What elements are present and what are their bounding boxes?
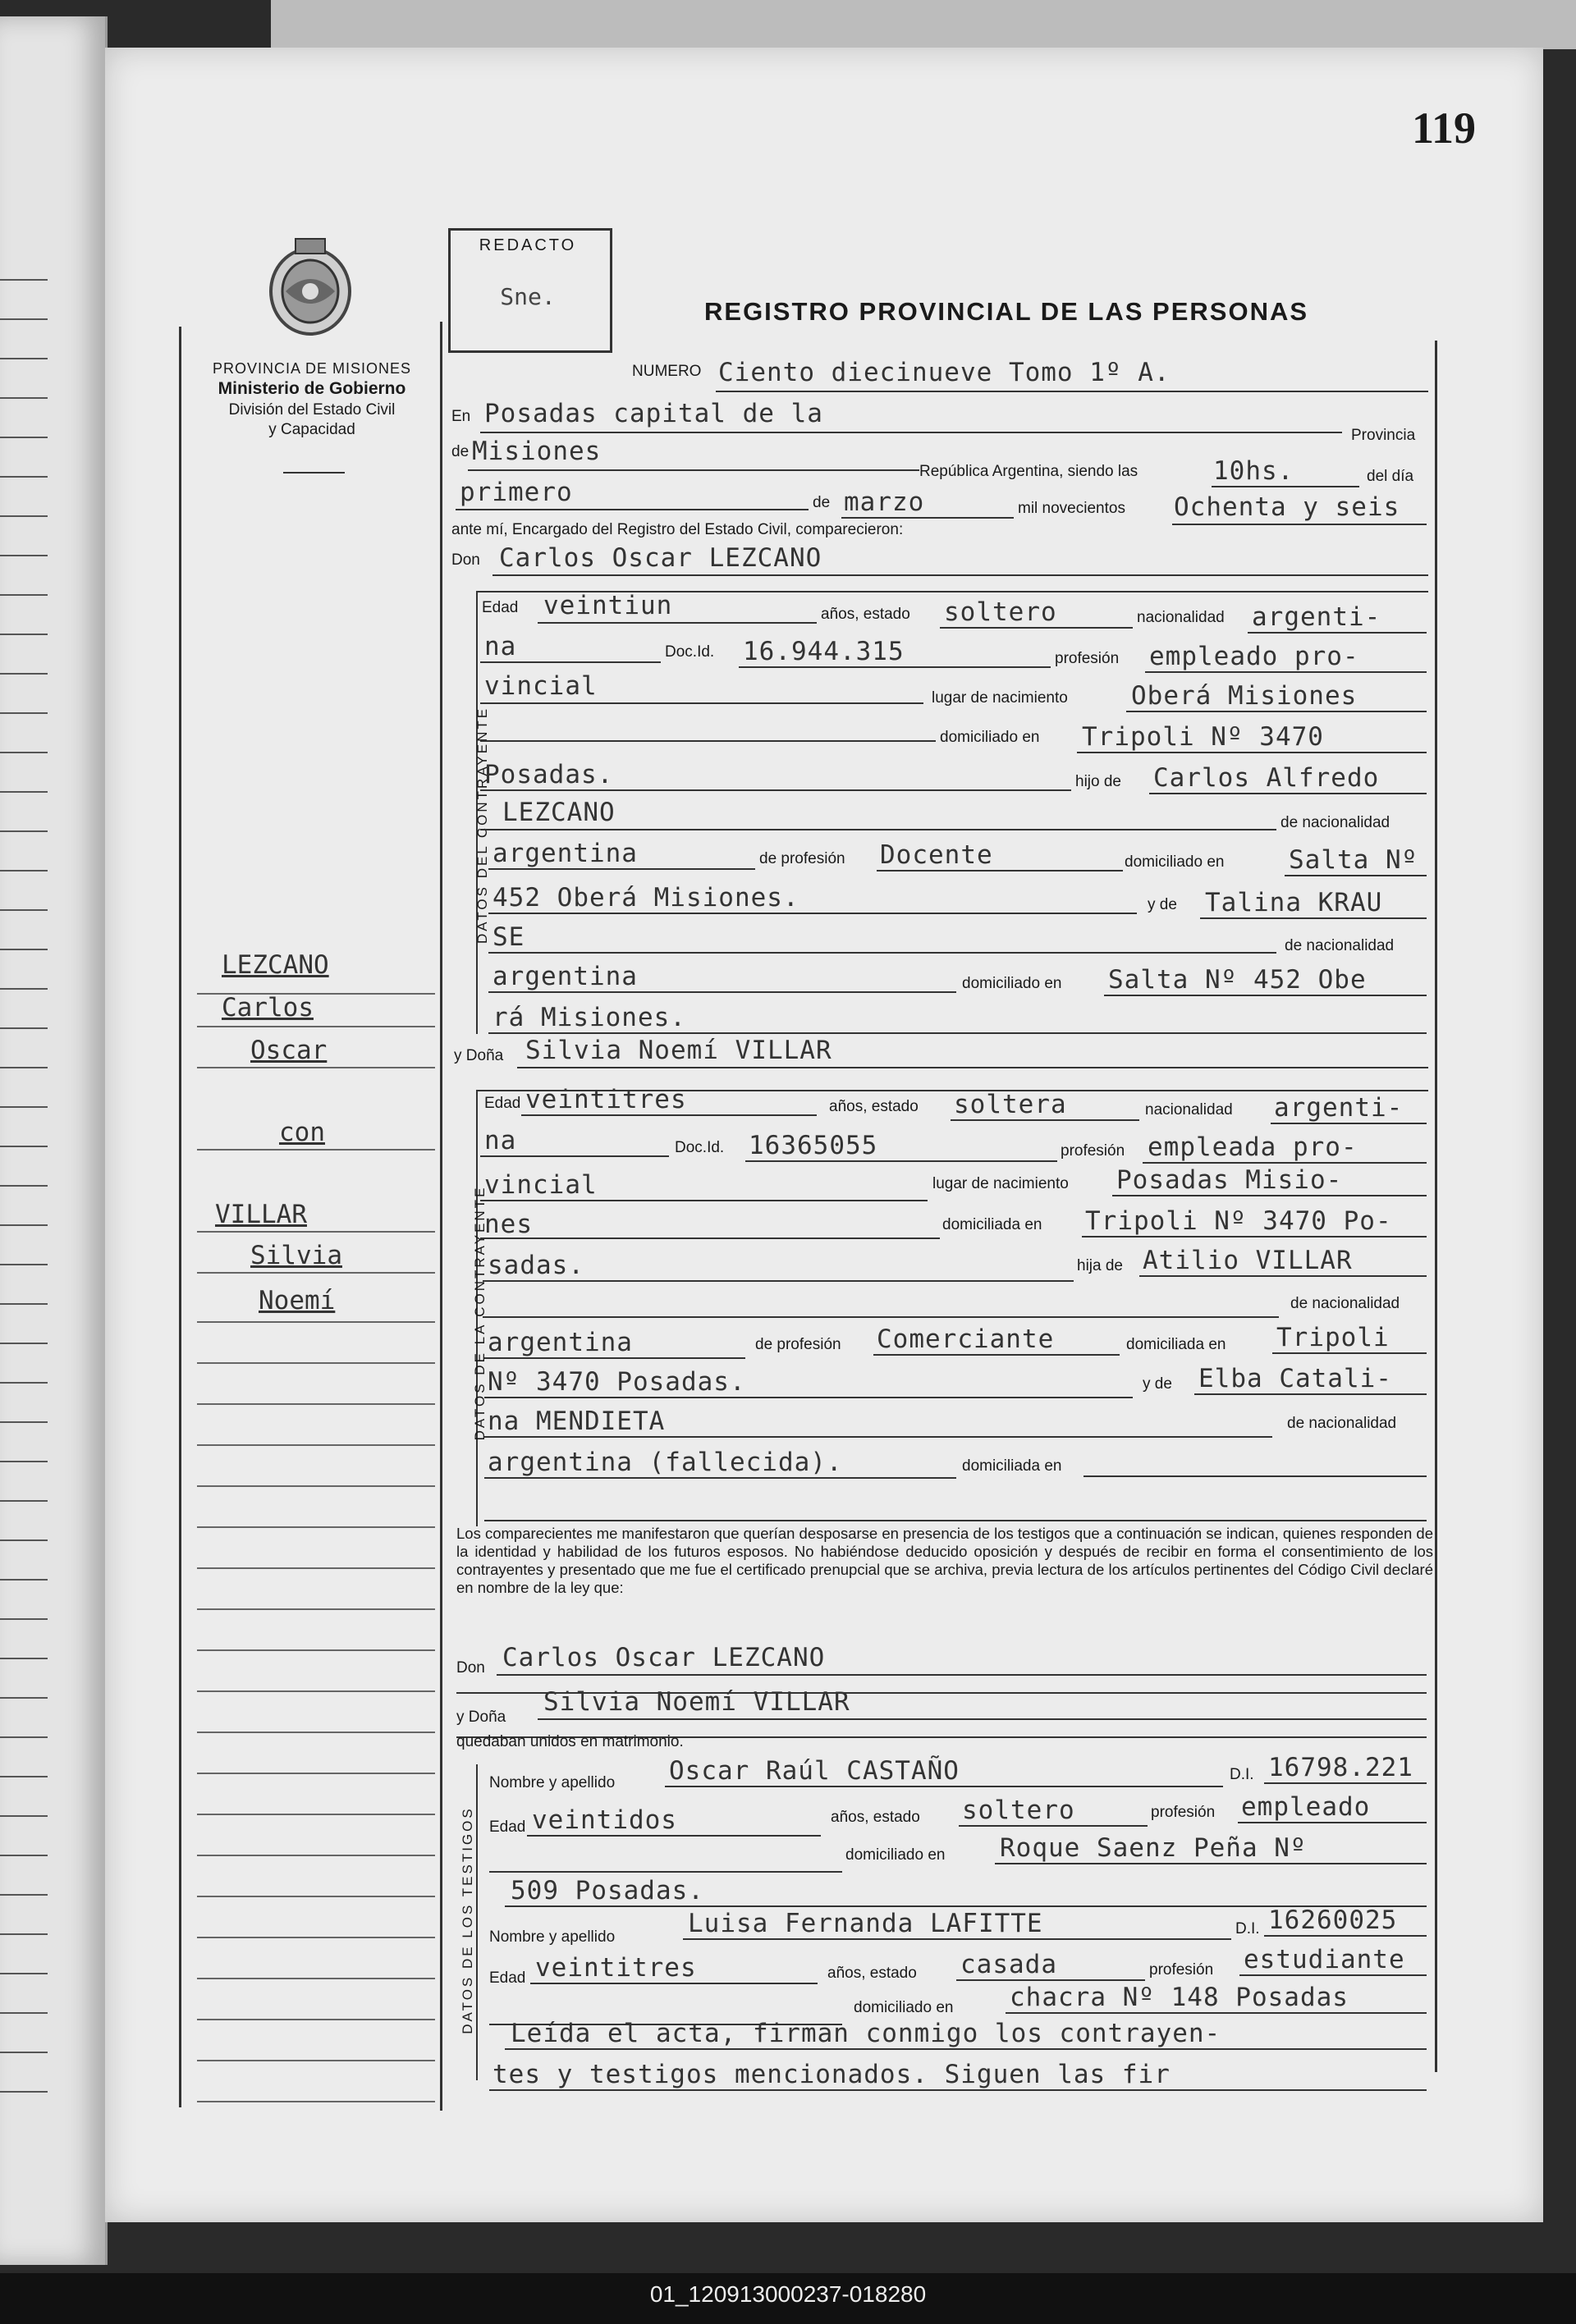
- margin-border-left: [179, 327, 181, 2107]
- madre-dom-cont: rá Misiones.: [492, 1003, 686, 1032]
- padre-value: Carlos Alfredo: [1153, 763, 1380, 793]
- lugar-nac-value: Oberá Misiones: [1131, 681, 1358, 711]
- padre-nac-value: argentina: [492, 839, 638, 868]
- padre-dom-cont: Nº 3470 Posadas.: [488, 1367, 746, 1397]
- field-rule: [1082, 1236, 1427, 1237]
- field-rule: [1149, 793, 1427, 794]
- t1-estado-value: soltero: [962, 1796, 1075, 1825]
- field-rule: [745, 1160, 1057, 1162]
- field-rule: [484, 1436, 1272, 1438]
- left-page-rule: [0, 2052, 48, 2053]
- margin-rule: [197, 1567, 435, 1569]
- form-title: REGISTRO PROVINCIAL DE LAS PERSONAS: [704, 297, 1309, 326]
- field-rule: [488, 991, 956, 993]
- republica-label: República Argentina, siendo las: [919, 463, 1138, 480]
- lugar-nac-label: lugar de nacimiento: [932, 1175, 1069, 1192]
- estado-value: soltero: [944, 597, 1057, 627]
- left-page-rule: [0, 1343, 48, 1344]
- lugar-nac-label: lugar de nacimiento: [932, 689, 1068, 707]
- decl-dona-value: Silvia Noemí VILLAR: [543, 1687, 850, 1717]
- quedaban-text: quedaban unidos en matrimonio.: [456, 1733, 684, 1750]
- testigos-section-label: DATOS DE LOS TESTIGOS: [460, 1806, 475, 2034]
- don-value: Carlos Oscar LEZCANO: [499, 543, 822, 573]
- t1-estado-label: años, estado: [831, 1809, 920, 1826]
- left-page-rule: [0, 988, 48, 990]
- field-rule: [1194, 1393, 1427, 1395]
- t2-nombre-value: Luisa Fernanda LAFITTE: [688, 1909, 1043, 1938]
- padre-prof-value: Docente: [880, 840, 993, 870]
- left-page-rule: [0, 397, 48, 399]
- left-page-rule: [0, 1855, 48, 1856]
- dona-value: Silvia Noemí VILLAR: [525, 1036, 832, 1065]
- t2-dom-label: domiciliado en: [854, 1999, 954, 2016]
- numero-label: NUMERO: [632, 363, 702, 380]
- field-rule: [484, 1397, 1133, 1398]
- field-rule: [1271, 1123, 1427, 1124]
- madre-value: Talina KRAU: [1205, 888, 1383, 917]
- domicilio-cont: Posadas.: [484, 760, 614, 789]
- field-rule: [1006, 2012, 1427, 2014]
- margin-rule: [197, 2060, 435, 2061]
- left-page-rule: [0, 1146, 48, 1147]
- field-rule: [1238, 1822, 1427, 1823]
- field-rule: [480, 1155, 669, 1157]
- left-page-rule: [0, 515, 48, 517]
- madre-value: Elba Catali-: [1198, 1364, 1392, 1393]
- left-page-rule: [0, 2012, 48, 2014]
- margin-note-name4: Noemí: [259, 1286, 336, 1315]
- left-page-rule: [0, 555, 48, 556]
- left-page-rule: [0, 830, 48, 832]
- field-rule: [484, 1477, 956, 1479]
- left-page-rule: [0, 870, 48, 872]
- t2-doc-label: D.I.: [1235, 1920, 1260, 1937]
- padre-nac-value: argentina: [488, 1328, 633, 1357]
- field-rule: [505, 2048, 1427, 2050]
- field-rule: [521, 1114, 817, 1116]
- t1-dom-cont: 509 Posadas.: [511, 1876, 704, 1905]
- left-page-rule: [0, 594, 48, 596]
- dia-value: primero: [460, 478, 573, 507]
- madre-dom-value: Salta Nº 452 Obe: [1108, 965, 1367, 995]
- field-rule: [739, 666, 1051, 668]
- profesion-value: empleada pro-: [1148, 1132, 1358, 1162]
- margin-rule: [197, 1403, 435, 1405]
- margin-note-name: Carlos: [222, 993, 314, 1022]
- field-rule: [1248, 632, 1427, 634]
- closing-line-1: Leída el acta, firman conmigo los contrayen-: [511, 2019, 1221, 2048]
- left-page-rule: [0, 1658, 48, 1659]
- t2-edad-value: veintitres: [535, 1953, 697, 1983]
- hijo-de-label: hijo de: [1075, 773, 1121, 790]
- field-rule: [489, 1871, 842, 1873]
- field-rule: [480, 432, 1342, 433]
- nacionalidad-cont: na: [484, 1126, 517, 1155]
- madre-dom-label: domiciliada en: [962, 1457, 1062, 1475]
- left-page-rule: [0, 1815, 48, 1817]
- padre-dom-value: Salta Nº: [1289, 845, 1418, 875]
- t1-dom-label: domiciliado en: [845, 1846, 946, 1864]
- padre-dom-value: Tripoli: [1276, 1323, 1390, 1352]
- field-rule: [1264, 1782, 1427, 1784]
- closing-line-2: tes y testigos mencionados. Siguen las fir: [492, 2060, 1171, 2089]
- field-rule: [480, 740, 936, 742]
- mil-label: mil novecientos: [1018, 500, 1125, 517]
- contrayente-section-label: DATOS DEL CONTRAYENTE: [474, 706, 490, 944]
- left-page-rule: [0, 1894, 48, 1896]
- ante-mi-text: ante mí, Encargado del Registro del Estado Civil, comparecieron:: [451, 521, 904, 538]
- don-label: Don: [451, 551, 480, 569]
- padre-dom-label: domiciliado en: [1125, 853, 1225, 871]
- redacto-label: REDACTO: [479, 236, 577, 254]
- page-number: 119: [1412, 103, 1477, 153]
- left-page-rule: [0, 1579, 48, 1581]
- field-rule: [1285, 875, 1427, 876]
- domiciliada-label: domiciliada en: [942, 1216, 1042, 1233]
- t1-edad-value: veintidos: [532, 1805, 677, 1835]
- left-page-rule: [0, 1618, 48, 1620]
- mes-value: marzo: [844, 487, 925, 517]
- dona-label: y Doña: [454, 1047, 504, 1064]
- nacionalidad-value: argenti-: [1252, 602, 1381, 632]
- t1-prof-value: empleado: [1241, 1792, 1371, 1822]
- lugar-nac-value: Posadas Misio-: [1116, 1165, 1343, 1195]
- field-rule: [538, 1718, 1427, 1720]
- field-rule: [716, 391, 1428, 392]
- redacto-value: Sne.: [500, 283, 556, 310]
- field-rule: [483, 1280, 1074, 1282]
- left-page-rule: [0, 949, 48, 950]
- left-page-rule: [0, 1382, 48, 1384]
- field-rule: [483, 1316, 1279, 1318]
- numero-value: Ciento diecinueve Tomo 1º A.: [718, 358, 1171, 387]
- field-rule: [489, 2089, 1427, 2091]
- left-page-rule: [0, 1303, 48, 1305]
- lugar-nac-cont: nes: [484, 1210, 533, 1239]
- field-rule: [877, 870, 1123, 872]
- margin-rule: [197, 1649, 435, 1651]
- field-rule: [1112, 1195, 1427, 1196]
- field-rule: [497, 1674, 1427, 1676]
- margin-note-name3: Silvia: [250, 1241, 342, 1270]
- left-page-rule: [0, 1736, 48, 1738]
- nacionalidad-cont: na: [484, 632, 517, 661]
- t2-nombre-label: Nombre y apellido: [489, 1928, 616, 1946]
- padre-value: Atilio VILLAR: [1143, 1246, 1353, 1275]
- margin-note-con: con: [279, 1118, 325, 1147]
- anios-estado-label: años, estado: [829, 1098, 919, 1115]
- field-rule: [1126, 711, 1427, 712]
- left-page-rule: [0, 318, 48, 320]
- t2-prof-label: profesión: [1149, 1961, 1214, 1979]
- left-page-rule: [0, 1224, 48, 1226]
- field-rule: [488, 868, 755, 870]
- en-value: Posadas capital de la: [484, 399, 823, 428]
- de-profesion-label: de profesión: [755, 1336, 841, 1353]
- margin-rule: [197, 1690, 435, 1692]
- doc-value: 16.944.315: [743, 637, 905, 666]
- decl-don-value: Carlos Oscar LEZCANO: [502, 1643, 826, 1672]
- field-rule: [480, 1200, 928, 1201]
- field-rule: [1172, 524, 1427, 525]
- margin-rule: [197, 1773, 435, 1774]
- left-page-rule: [0, 712, 48, 714]
- domicilio-cont: sadas.: [488, 1251, 584, 1280]
- margin-note-surname: LEZCANO: [222, 950, 329, 980]
- left-page-rule: [0, 791, 48, 793]
- t2-estado-label: años, estado: [827, 1965, 917, 1982]
- field-rule: [488, 913, 1137, 914]
- estado-value: soltera: [954, 1090, 1067, 1119]
- profesion-cont: vincial: [484, 671, 598, 701]
- field-rule: [841, 517, 1014, 519]
- field-rule: [480, 789, 1071, 791]
- field-rule: [1077, 752, 1427, 753]
- domicilio-value: Tripoli Nº 3470 Po-: [1085, 1206, 1392, 1236]
- field-rule: [873, 1354, 1120, 1356]
- anios-estado-label: años, estado: [821, 606, 910, 623]
- field-rule: [1145, 671, 1427, 673]
- margin-rule: [197, 1444, 435, 1446]
- header-capacidad: y Capacidad: [268, 421, 355, 438]
- header-division: División del Estado Civil: [228, 401, 396, 419]
- left-page-rule: [0, 476, 48, 478]
- left-page-rule: [0, 1185, 48, 1187]
- padre-dom-label: domiciliada en: [1126, 1336, 1226, 1353]
- edad-value: veintitres: [525, 1085, 687, 1114]
- padre-prof-value: Comerciante: [877, 1324, 1055, 1354]
- field-rule: [484, 1357, 745, 1359]
- t1-prof-label: profesión: [1151, 1804, 1216, 1821]
- footer-id: 01_120913000237-018280: [649, 2281, 927, 2307]
- doc-label: Doc.Id.: [675, 1139, 725, 1156]
- y-de-label: y de: [1148, 896, 1177, 913]
- t1-doc-value: 16798.221: [1268, 1753, 1413, 1782]
- left-page-edge: [0, 16, 108, 2265]
- field-rule: [538, 622, 817, 624]
- field-rule: [995, 1863, 1427, 1864]
- madre-nac-value: argentina: [492, 962, 638, 991]
- edad-label: Edad: [482, 599, 519, 616]
- field-rule: [468, 469, 919, 471]
- t2-edad-label: Edad: [489, 1969, 526, 1987]
- nacionalidad-label: nacionalidad: [1145, 1101, 1233, 1119]
- de-profesion-label: de profesión: [759, 850, 845, 867]
- edad-label: Edad: [484, 1095, 521, 1112]
- t2-dom-value: chacra Nº 148 Posadas: [1010, 1983, 1349, 2012]
- field-rule: [683, 1938, 1231, 1940]
- field-rule: [456, 509, 809, 510]
- left-page-rule: [0, 1500, 48, 1502]
- profesion-cont: vincial: [484, 1170, 598, 1200]
- left-page-rule: [0, 2091, 48, 2093]
- padre-dom-cont: 452 Oberá Misiones.: [492, 883, 799, 913]
- left-page-rule: [0, 634, 48, 635]
- field-rule: [480, 1237, 940, 1239]
- madre-cont: SE: [492, 922, 525, 952]
- field-rule: [480, 702, 923, 704]
- coat-of-arms-icon: [261, 234, 360, 341]
- left-page-rule: [0, 437, 48, 438]
- domiciliado-label: domiciliado en: [940, 729, 1040, 746]
- left-page-rule: [0, 1697, 48, 1699]
- t2-doc-value: 16260025: [1268, 1905, 1398, 1935]
- margin-rule: [197, 1362, 435, 1364]
- field-rule: [1200, 917, 1427, 919]
- margin-rule: [197, 1026, 435, 1027]
- t1-dom-value: Roque Saenz Peña Nº: [1000, 1833, 1307, 1863]
- field-rule: [517, 1067, 1428, 1068]
- madre-cont: na MENDIETA: [488, 1407, 666, 1436]
- del-dia-label: del día: [1367, 468, 1414, 485]
- margin-rule: [197, 2019, 435, 2020]
- field-rule: [940, 627, 1133, 629]
- field-rule: [530, 1983, 818, 1984]
- margin-rule: [197, 1896, 435, 1897]
- margin-rule: [197, 1067, 435, 1068]
- contrayenta-section-label: DATOS DE LA CONTRAYENTE: [472, 1185, 488, 1441]
- left-page-rule: [0, 1106, 48, 1108]
- book-top-edge: [271, 0, 1576, 49]
- field-rule: [480, 829, 1276, 830]
- field-rule: [484, 1520, 1427, 1521]
- hija-de-label: hija de: [1077, 1257, 1123, 1274]
- margin-rule: [197, 1231, 435, 1233]
- left-page-rule: [0, 752, 48, 753]
- margin-rule: [197, 1485, 435, 1487]
- madre-dom-label: domiciliado en: [962, 975, 1062, 992]
- y-de-label: y de: [1143, 1375, 1172, 1393]
- provincia-label: Provincia: [1351, 427, 1416, 444]
- decl-don-label: Don: [456, 1659, 485, 1677]
- legal-paragraph: Los comparecientes me manifestaron que querían desposarse en presencia de los testigos que a continuación se indican, quienes responden de la identidad y habilidad de los futuros esposos. No habiéndose deducido oposición y después de recibir en forma el consentimiento de los contrayentes y presentado que me fue el certificado prenupcial que se archiva, previa lectura de los artículos pertinentes del Código Civil declaré en nombre de la ley que:: [456, 1525, 1433, 1596]
- decl-dona-label: y Doña: [456, 1709, 506, 1726]
- madre-nac-label: de nacionalidad: [1285, 937, 1395, 954]
- field-rule: [956, 1979, 1145, 1981]
- profesion-label: profesión: [1061, 1142, 1125, 1160]
- de-mes-label: de: [813, 494, 831, 511]
- field-rule: [488, 1032, 1427, 1034]
- hora-value: 10hs.: [1213, 456, 1294, 486]
- margin-rule: [197, 1855, 435, 1856]
- margin-rule: [197, 1978, 435, 1979]
- left-page-rule: [0, 279, 48, 281]
- margin-rule: [197, 1732, 435, 1733]
- t1-nombre-label: Nombre y apellido: [489, 1774, 616, 1791]
- doc-label: Doc.Id.: [665, 643, 715, 661]
- margin-rule: [197, 1608, 435, 1610]
- left-page-rule: [0, 1776, 48, 1777]
- edad-value: veintiun: [543, 591, 673, 620]
- margin-rule: [197, 1149, 435, 1151]
- field-rule: [1264, 1935, 1427, 1937]
- t2-prof-value: estudiante: [1244, 1945, 1405, 1974]
- left-page-rule: [0, 1027, 48, 1029]
- header-province: PROVINCIA DE MISIONES: [212, 360, 412, 377]
- margin-note-surname2: VILLAR: [215, 1200, 307, 1229]
- margin-rule: [197, 1321, 435, 1323]
- header-ministry: Ministerio de Gobierno: [218, 379, 406, 398]
- margin-rule: [197, 1937, 435, 1938]
- field-rule: [480, 661, 661, 663]
- left-page-rule: [0, 909, 48, 911]
- margin-rule: [197, 1814, 435, 1815]
- margin-rule: [197, 1526, 435, 1528]
- field-rule: [1084, 1475, 1427, 1477]
- de-nacionalidad-label: de nacionalidad: [1290, 1295, 1400, 1312]
- madre-nac-label: de nacionalidad: [1287, 1415, 1397, 1432]
- de-value: Misiones: [472, 437, 602, 466]
- left-page-rule: [0, 1461, 48, 1462]
- nacionalidad-label: nacionalidad: [1137, 609, 1225, 626]
- t1-nombre-value: Oscar Raúl CASTAÑO: [669, 1756, 960, 1786]
- left-page-rule: [0, 358, 48, 359]
- left-page-rule: [0, 1067, 48, 1068]
- field-rule: [1143, 1162, 1427, 1164]
- field-rule: [665, 1786, 1223, 1787]
- margin-border-right: [440, 322, 442, 2111]
- field-rule: [951, 1119, 1139, 1121]
- profesion-value: empleado pro-: [1149, 642, 1359, 671]
- t1-edad-label: Edad: [489, 1818, 526, 1836]
- de-nacionalidad-label: de nacionalidad: [1280, 814, 1390, 831]
- doc-value: 16365055: [749, 1131, 878, 1160]
- nacionalidad-value: argenti-: [1274, 1093, 1404, 1123]
- field-rule: [1139, 1275, 1427, 1277]
- t1-doc-label: D.I.: [1230, 1766, 1254, 1783]
- de-label: de: [451, 443, 470, 460]
- left-page-rule: [0, 1973, 48, 1974]
- field-rule: [959, 1825, 1148, 1827]
- left-page-rule: [0, 1264, 48, 1265]
- header-divider: [283, 472, 345, 473]
- field-rule: [488, 952, 1276, 954]
- margin-rule: [197, 2101, 435, 2102]
- field-rule: [1104, 995, 1427, 996]
- form-border-right: [1435, 341, 1437, 2072]
- margin-note-name2: Oscar: [250, 1036, 328, 1065]
- t2-estado-value: casada: [960, 1950, 1057, 1979]
- field-rule: [1272, 1352, 1427, 1354]
- left-page-rule: [0, 1539, 48, 1541]
- left-page-rule: [0, 673, 48, 675]
- testigos-border: [476, 1764, 478, 2080]
- field-rule: [527, 1835, 821, 1837]
- profesion-label: profesión: [1055, 650, 1120, 667]
- left-page-rule: [0, 1421, 48, 1423]
- madre-nac-value: argentina (fallecida).: [488, 1448, 843, 1477]
- margin-rule: [197, 1272, 435, 1274]
- field-rule: [492, 574, 1428, 576]
- padre-cont: LEZCANO: [502, 798, 616, 827]
- field-rule: [1239, 1974, 1427, 1976]
- anio-value: Ochenta y seis: [1174, 492, 1400, 522]
- left-page-rule: [0, 1933, 48, 1935]
- en-label: En: [451, 408, 471, 425]
- domicilio-value: Tripoli Nº 3470: [1082, 722, 1324, 752]
- field-rule: [1212, 486, 1359, 487]
